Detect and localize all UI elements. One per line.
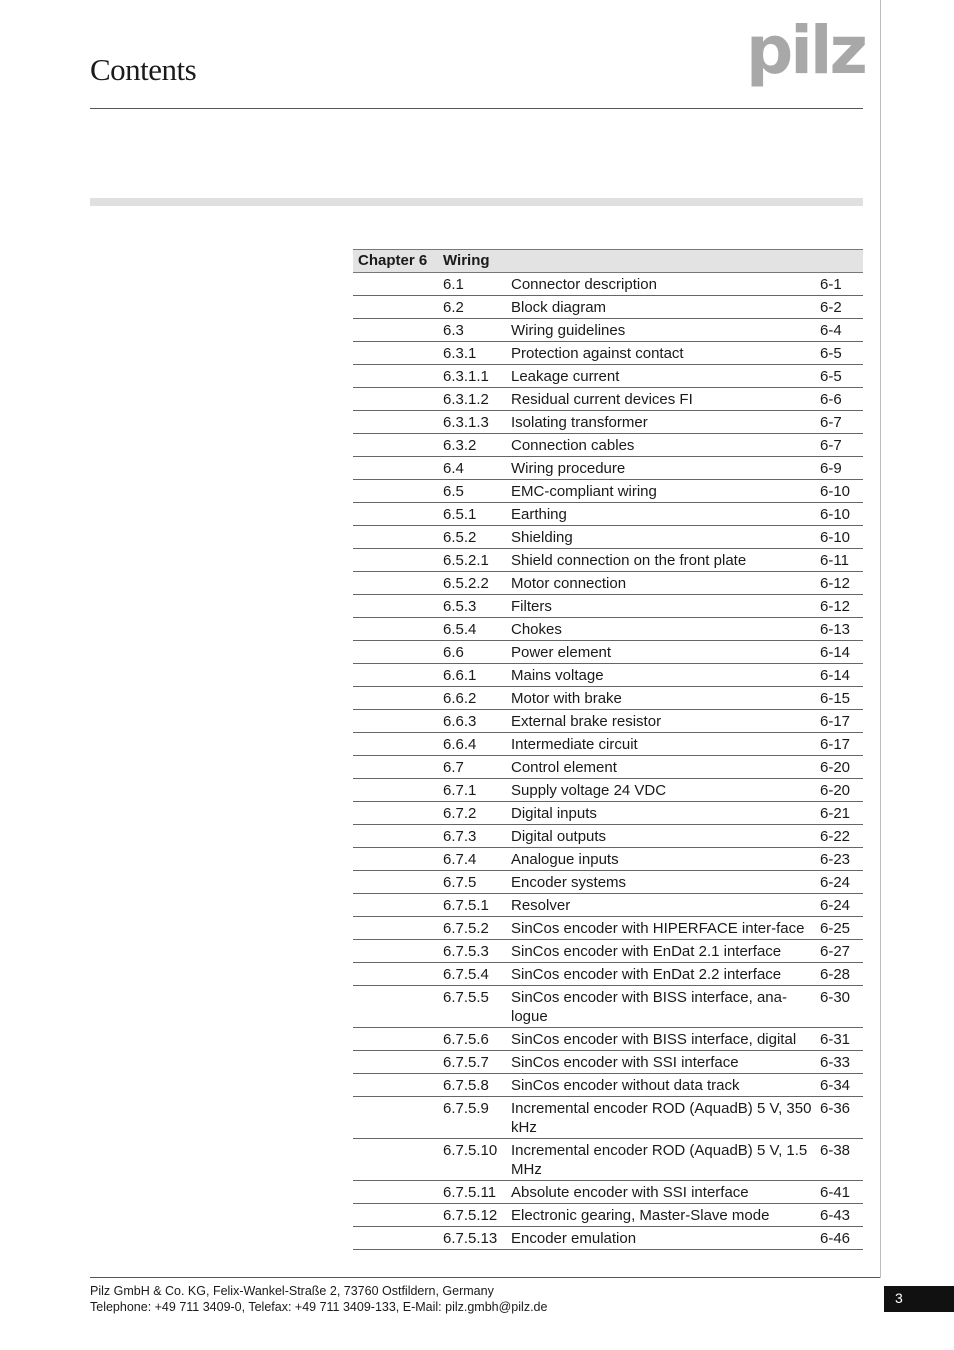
- page-title: Contents: [90, 52, 197, 87]
- toc-entry-title: Analogue inputs: [511, 851, 619, 868]
- toc-entry[interactable]: [353, 1139, 863, 1181]
- toc-entry-title: SinCos encoder without data track: [511, 1077, 740, 1094]
- toc-entry-number: 6.6.2: [443, 690, 477, 707]
- toc-entry[interactable]: [353, 503, 863, 526]
- toc-entry-title: SinCos encoder with EnDat 2.2 interface: [511, 966, 782, 983]
- toc-entry-number: 6.7.5.10: [443, 1142, 498, 1159]
- toc-entry[interactable]: [353, 756, 863, 779]
- toc-entry-page: 6-17: [820, 713, 851, 730]
- toc-entry-page: 6-5: [820, 368, 842, 385]
- toc-entry-title: Wiring guidelines: [511, 322, 626, 339]
- toc-entry-number: 6.5: [443, 483, 464, 500]
- toc-entry-page: 6-10: [820, 483, 851, 500]
- toc-entry-page: 6-36: [820, 1100, 851, 1117]
- toc-entry-number: 6.7.5.13: [443, 1230, 498, 1247]
- toc-entry-page: 6-30: [820, 989, 851, 1006]
- toc-entry-page: 6-17: [820, 736, 851, 753]
- footer-contact: Telephone: +49 711 3409-0, Telefax: +49 711 3409-133, E-Mail: pilz.gmbh@pilz.de: [90, 1300, 548, 1314]
- toc-entry-title: Electronic gearing, Master-Slave mode: [511, 1207, 770, 1224]
- toc-entry[interactable]: [353, 342, 863, 365]
- toc-entry-page: 6-25: [820, 920, 851, 937]
- toc-entry-title: Incremental encoder ROD (AquadB) 5 V, 350 kHz: [511, 1100, 812, 1136]
- toc-entry-number: 6.5.2.1: [443, 552, 489, 569]
- toc-entry-page: 6-22: [820, 828, 851, 845]
- toc-entry-title: Absolute encoder with SSI interface: [511, 1184, 749, 1201]
- toc-entry-number: 6.3.1.1: [443, 368, 489, 385]
- toc-entry[interactable]: [353, 273, 863, 296]
- toc-entry-number: 6.2: [443, 299, 464, 316]
- toc-entry-number: 6.6.1: [443, 667, 477, 684]
- toc-entry-page: 6-24: [820, 897, 851, 914]
- toc-entry-page: 6-41: [820, 1184, 851, 1201]
- chapter-title: Wiring: [443, 252, 490, 269]
- toc-entry-title: SinCos encoder with HIPERFACE inter-face: [511, 920, 805, 937]
- toc-entry[interactable]: [353, 802, 863, 825]
- toc-entry-page: 6-24: [820, 874, 851, 891]
- toc-entry-number: 6.7.4: [443, 851, 477, 868]
- toc-entry-number: 6.7.5.7: [443, 1054, 489, 1071]
- footer-divider: [90, 1277, 880, 1278]
- toc-entry-number: 6.7.5.5: [443, 989, 489, 1006]
- toc-entry-page: 6-23: [820, 851, 851, 868]
- toc-entry[interactable]: [353, 572, 863, 595]
- page-edge-line: [880, 0, 881, 1278]
- header-divider: [90, 108, 863, 109]
- toc-entry-title: Mains voltage: [511, 667, 604, 684]
- toc-entry-number: 6.5.3: [443, 598, 477, 615]
- toc-entry[interactable]: [353, 365, 863, 388]
- toc-entry-number: 6.6: [443, 644, 464, 661]
- toc-entry-number: 6.4: [443, 460, 464, 477]
- toc-entry[interactable]: [353, 296, 863, 319]
- toc-entry-number: 6.5.1: [443, 506, 477, 523]
- toc-entry[interactable]: [353, 940, 863, 963]
- toc-entry-number: 6.7.1: [443, 782, 477, 799]
- toc-entry[interactable]: [353, 641, 863, 664]
- toc-entry-page: 6-6: [820, 391, 842, 408]
- toc-entry[interactable]: [353, 549, 863, 572]
- toc-entry-title: Connection cables: [511, 437, 635, 454]
- toc-entry-title: Resolver: [511, 897, 571, 914]
- toc-entry[interactable]: [353, 986, 863, 1028]
- toc-entry-title: Control element: [511, 759, 617, 776]
- footer-address: Pilz GmbH & Co. KG, Felix-Wankel-Straße 2, 73760 Ostfildern, Germany: [90, 1284, 494, 1298]
- toc-entry-title: SinCos encoder with EnDat 2.1 interface: [511, 943, 782, 960]
- toc-entry-number: 6.7.5.2: [443, 920, 489, 937]
- toc-entry[interactable]: [353, 1204, 863, 1227]
- toc-entry[interactable]: [353, 1051, 863, 1074]
- toc-entry-number: 6.7: [443, 759, 464, 776]
- toc-entry-page: 6-43: [820, 1207, 851, 1224]
- toc-entry-number: 6.5.4: [443, 621, 477, 638]
- toc-entry[interactable]: [353, 1028, 863, 1051]
- footer: [90, 1283, 547, 1315]
- toc-table: [353, 249, 863, 1250]
- toc-entry-title: SinCos encoder with BISS interface, digital: [511, 1031, 797, 1048]
- toc-entry-title: Encoder emulation: [511, 1230, 637, 1247]
- toc-rows: [353, 273, 863, 1250]
- toc-entry[interactable]: [353, 825, 863, 848]
- toc-entry-title: SinCos encoder with SSI interface: [511, 1054, 739, 1071]
- toc-entry[interactable]: [353, 595, 863, 618]
- toc-entry-number: 6.3.2: [443, 437, 477, 454]
- toc-entry-number: 6.7.5.6: [443, 1031, 489, 1048]
- toc-entry-page: 6-9: [820, 460, 842, 477]
- toc-entry-title: Isolating transformer: [511, 414, 648, 431]
- toc-entry[interactable]: [353, 894, 863, 917]
- toc-entry-title: Connector description: [511, 276, 657, 293]
- toc-entry-page: 6-14: [820, 644, 851, 661]
- toc-entry-page: 6-31: [820, 1031, 851, 1048]
- toc-entry-page: 6-14: [820, 667, 851, 684]
- toc-entry-page: 6-38: [820, 1142, 851, 1159]
- toc-entry-title: Incremental encoder ROD (AquadB) 5 V, 1.5 MHz: [511, 1142, 808, 1178]
- section-bar: [90, 198, 863, 206]
- toc-entry[interactable]: [353, 1227, 863, 1250]
- toc-entry-number: 6.5.2.2: [443, 575, 489, 592]
- toc-entry-title: Digital outputs: [511, 828, 607, 845]
- toc-entry-title: Digital inputs: [511, 805, 597, 822]
- toc-entry-page: 6-7: [820, 414, 842, 431]
- page-number-box: [884, 1286, 954, 1312]
- toc-entry-number: 6.7.5.1: [443, 897, 489, 914]
- toc-entry-number: 6.1: [443, 276, 464, 293]
- toc-entry[interactable]: [353, 1074, 863, 1097]
- toc-entry-number: 6.5.2: [443, 529, 477, 546]
- toc-entry-number: 6.7.5.3: [443, 943, 489, 960]
- toc-entry[interactable]: [353, 411, 863, 434]
- toc-entry[interactable]: [353, 319, 863, 342]
- toc-entry-title: Motor with brake: [511, 690, 622, 707]
- chapter-label: Chapter 6: [358, 252, 428, 269]
- toc-entry-number: 6.3.1: [443, 345, 477, 362]
- toc-entry-number: 6.7.5.9: [443, 1100, 489, 1117]
- toc-entry-number: 6.3.1.3: [443, 414, 489, 431]
- toc-entry-page: 6-1: [820, 276, 842, 293]
- toc-entry[interactable]: [353, 687, 863, 710]
- toc-entry-title: Shield connection on the front plate: [511, 552, 747, 569]
- toc-entry-number: 6.7.5: [443, 874, 477, 891]
- toc-entry-title: Wiring procedure: [511, 460, 626, 477]
- toc-entry-page: 6-15: [820, 690, 851, 707]
- toc-entry[interactable]: [353, 480, 863, 503]
- toc-entry[interactable]: [353, 1181, 863, 1204]
- pilz-logo: pilz: [746, 12, 865, 89]
- toc-entry-number: 6.6.3: [443, 713, 477, 730]
- toc-entry-page: 6-2: [820, 299, 842, 316]
- toc-entry-page: 6-20: [820, 782, 851, 799]
- toc-entry-number: 6.7.5.11: [443, 1184, 497, 1201]
- toc-entry[interactable]: [353, 963, 863, 986]
- toc-entry-title: Protection against contact: [511, 345, 684, 362]
- toc-entry-title: Power element: [511, 644, 612, 661]
- toc-entry-page: 6-33: [820, 1054, 851, 1071]
- toc-entry-title: Supply voltage 24 VDC: [511, 782, 667, 799]
- toc-entry-title: Block diagram: [511, 299, 607, 316]
- toc-entry-title: Shielding: [511, 529, 573, 546]
- toc-entry[interactable]: [353, 917, 863, 940]
- toc-entry[interactable]: [353, 526, 863, 549]
- toc-entry-number: 6.7.5.12: [443, 1207, 498, 1224]
- toc-entry-title: Encoder systems: [511, 874, 627, 891]
- toc-entry-title: Motor connection: [511, 575, 627, 592]
- toc-entry[interactable]: [353, 848, 863, 871]
- toc-entry-page: 6-20: [820, 759, 851, 776]
- toc-entry-page: 6-5: [820, 345, 842, 362]
- toc-entry-title: Residual current devices FI: [511, 391, 693, 408]
- toc-entry-number: 6.6.4: [443, 736, 477, 753]
- toc-entry[interactable]: [353, 710, 863, 733]
- toc-entry-page: 6-27: [820, 943, 851, 960]
- toc-entry[interactable]: [353, 388, 863, 411]
- toc-entry-title: Filters: [511, 598, 552, 615]
- toc-entry-number: 6.7.2: [443, 805, 477, 822]
- toc-entry-page: 6-11: [820, 552, 849, 569]
- toc-entry-page: 6-10: [820, 506, 851, 523]
- toc-entry-page: 6-10: [820, 529, 851, 546]
- toc-entry-page: 6-34: [820, 1077, 851, 1094]
- toc-entry-page: 6-4: [820, 322, 842, 339]
- toc-entry-page: 6-21: [820, 805, 851, 822]
- toc-entry-page: 6-13: [820, 621, 851, 638]
- toc-entry-number: 6.7.3: [443, 828, 477, 845]
- toc-entry[interactable]: [353, 733, 863, 756]
- toc-entry[interactable]: [353, 779, 863, 802]
- toc-entry-number: 6.3.1.2: [443, 391, 489, 408]
- toc-entry-title: Leakage current: [511, 368, 620, 385]
- toc-entry[interactable]: [353, 434, 863, 457]
- toc-entry[interactable]: [353, 618, 863, 641]
- toc-entry-title: External brake resistor: [511, 713, 662, 730]
- toc-entry-page: 6-12: [820, 575, 851, 592]
- toc-entry-page: 6-7: [820, 437, 842, 454]
- toc-entry[interactable]: [353, 664, 863, 687]
- toc-entry-number: 6.7.5.4: [443, 966, 489, 983]
- toc-entry-page: 6-28: [820, 966, 851, 983]
- toc-entry-number: 6.3: [443, 322, 464, 339]
- toc-entry-title: Chokes: [511, 621, 562, 638]
- toc-entry-title: Earthing: [511, 506, 567, 523]
- toc-entry-title: SinCos encoder with BISS interface, ana-logue: [511, 989, 787, 1025]
- toc-entry-number: 6.7.5.8: [443, 1077, 489, 1094]
- toc-entry[interactable]: [353, 457, 863, 480]
- toc-entry[interactable]: [353, 871, 863, 894]
- toc-chapter-header: [353, 249, 863, 273]
- toc-entry-page: 6-46: [820, 1230, 851, 1247]
- toc-entry[interactable]: [353, 1097, 863, 1139]
- toc-entry-title: EMC-compliant wiring: [511, 483, 657, 500]
- toc-entry-title: Intermediate circuit: [511, 736, 638, 753]
- page-number: 3: [895, 1290, 903, 1306]
- toc-entry-page: 6-12: [820, 598, 851, 615]
